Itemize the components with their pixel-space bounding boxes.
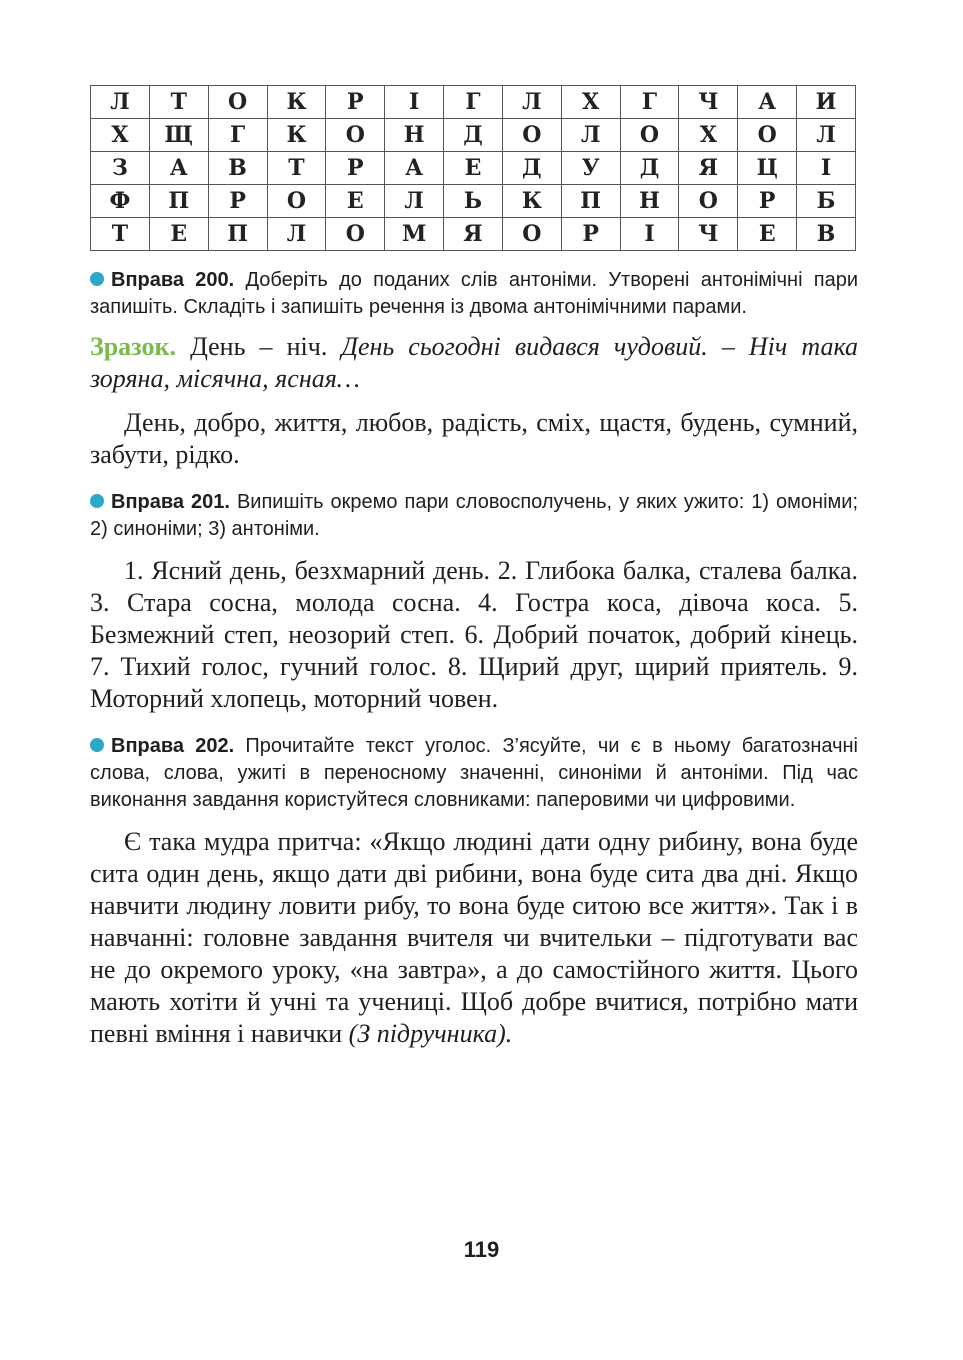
grid-cell: Ч <box>679 86 738 119</box>
grid-cell: Л <box>267 218 326 251</box>
exercise-202-text: Прочитайте текст уголос. З’ясуйте, чи є в ньому багатозначні слова, слова, ужиті в переносному значенні, синоніми й антоніми. Під час виконання завдання користуйтеся словниками: паперовими чи цифровими. <box>90 735 859 811</box>
grid-cell: О <box>208 86 267 119</box>
grid-cell: Х <box>561 86 620 119</box>
grid-cell: Р <box>208 185 267 218</box>
exercise-202-text-body: Є така мудра притча: «Якщо людині дати одну рибину, вона буде сита один день, якщо дати дві рибини, вона буде сита два дні. Якщо навчити людину ловити рибу, то вона буде ситою все життя». Так і в навчанні: головне завдання вчителя чи вчительки – підготувати вас не до окремого уроку, «на завтра», а до самостійного життя. Цього мають хотіти й учні та учениці. Щоб добре вчитися, потрібно мати певні вміння і навички <box>90 827 858 1048</box>
grid-cell: А <box>149 152 208 185</box>
grid-cell: Я <box>679 152 738 185</box>
grid-cell: О <box>738 119 797 152</box>
exercise-201-body: 1. Ясний день, безхмарний день. 2. Глибока балка, сталева балка. 3. Стара сосна, молода сосна. 4. Гостра коса, дівоча коса. 5. Безмежний степ, неозорий степ. 6. Добрий початок, добрий кінець. 7. Тихий голос, гучний голос. 8. Щирий друг, щирий приятель. 9. Моторний хлопець, моторний човен. <box>90 556 858 713</box>
grid-cell: Р <box>326 152 385 185</box>
grid-cell: Р <box>561 218 620 251</box>
grid-cell: Х <box>91 119 150 152</box>
grid-cell: К <box>267 86 326 119</box>
grid-cell: О <box>326 218 385 251</box>
grid-cell: П <box>149 185 208 218</box>
grid-cell: І <box>797 152 856 185</box>
bullet-icon <box>90 738 104 752</box>
exercise-202-heading: Вправа 202. <box>111 735 235 757</box>
grid-cell: О <box>502 218 561 251</box>
grid-cell: Д <box>502 152 561 185</box>
grid-cell: Л <box>91 86 150 119</box>
grid-cell: В <box>797 218 856 251</box>
grid-cell: У <box>561 152 620 185</box>
grid-cell: Г <box>208 119 267 152</box>
grid-cell: Г <box>444 86 503 119</box>
exercise-200-text: Доберіть до поданих слів антоніми. Утворені антонімічні пари запишіть. Складіть і запишіть речення із двома антонімічними парами. <box>90 269 859 318</box>
grid-cell: Ф <box>91 185 150 218</box>
grid-cell: К <box>502 185 561 218</box>
sample-italic: День сьогодні видався чудовий. – Ніч така зоряна, місячна, ясная… <box>90 332 859 393</box>
grid-cell: Т <box>91 218 150 251</box>
grid-cell: А <box>738 86 797 119</box>
grid-cell: Е <box>326 185 385 218</box>
grid-cell: О <box>267 185 326 218</box>
grid-cell: О <box>326 119 385 152</box>
grid-cell: Е <box>149 218 208 251</box>
grid-cell: Р <box>738 185 797 218</box>
grid-cell: Х <box>679 119 738 152</box>
grid-cell: Ц <box>738 152 797 185</box>
grid-cell: Щ <box>149 119 208 152</box>
grid-cell: Ч <box>679 218 738 251</box>
grid-cell: А <box>385 152 444 185</box>
grid-cell: Л <box>561 119 620 152</box>
exercise-202-source: (З підручника). <box>348 1019 513 1048</box>
grid-cell: И <box>797 86 856 119</box>
page-number: 119 <box>463 1237 500 1262</box>
exercise-201-text: Випишіть окремо пари словосполучень, у яких ужито: 1) омоніми; 2) синоніми; 3) антоніми. <box>90 491 859 540</box>
grid-cell: Е <box>444 152 503 185</box>
grid-cell: П <box>561 185 620 218</box>
exercise-200-task <box>90 267 858 321</box>
exercise-200-words: День, добро, життя, любов, радість, сміх, щастя, будень, сумний, забути, рідко. <box>90 408 858 469</box>
sample-label: Зразок. <box>90 332 176 361</box>
page-content <box>90 85 858 1050</box>
grid-cell: Н <box>620 185 679 218</box>
exercise-200-sample <box>90 331 858 395</box>
grid-cell: О <box>620 119 679 152</box>
bullet-icon <box>90 494 104 508</box>
grid-cell: М <box>385 218 444 251</box>
grid-row <box>91 86 856 119</box>
exercise-200-heading: Вправа 200. <box>111 269 235 291</box>
grid-cell: Г <box>620 86 679 119</box>
exercise-201-task <box>90 489 858 543</box>
exercise-202-task <box>90 733 858 814</box>
grid-cell: І <box>385 86 444 119</box>
grid-cell: Б <box>797 185 856 218</box>
grid-cell: Д <box>444 119 503 152</box>
grid-row <box>91 119 856 152</box>
grid-row <box>91 218 856 251</box>
grid-cell: Л <box>797 119 856 152</box>
grid-row <box>91 152 856 185</box>
grid-cell: Т <box>267 152 326 185</box>
grid-cell: Л <box>502 86 561 119</box>
grid-cell: Ь <box>444 185 503 218</box>
grid-cell: В <box>208 152 267 185</box>
grid-row <box>91 185 856 218</box>
grid-cell: О <box>502 119 561 152</box>
letter-grid <box>90 85 856 251</box>
grid-cell: Е <box>738 218 797 251</box>
grid-cell: К <box>267 119 326 152</box>
grid-cell: З <box>91 152 150 185</box>
exercise-202-body <box>90 826 858 1050</box>
grid-cell: Д <box>620 152 679 185</box>
grid-cell: П <box>208 218 267 251</box>
grid-cell: О <box>679 185 738 218</box>
grid-cell: Л <box>385 185 444 218</box>
exercise-201-heading: Вправа 201. <box>111 491 230 513</box>
bullet-icon <box>90 272 104 286</box>
sample-plain: День – ніч. <box>190 332 328 361</box>
grid-cell: Р <box>326 86 385 119</box>
grid-cell: Т <box>149 86 208 119</box>
grid-cell: Я <box>444 218 503 251</box>
grid-cell: Н <box>385 119 444 152</box>
grid-cell: І <box>620 218 679 251</box>
